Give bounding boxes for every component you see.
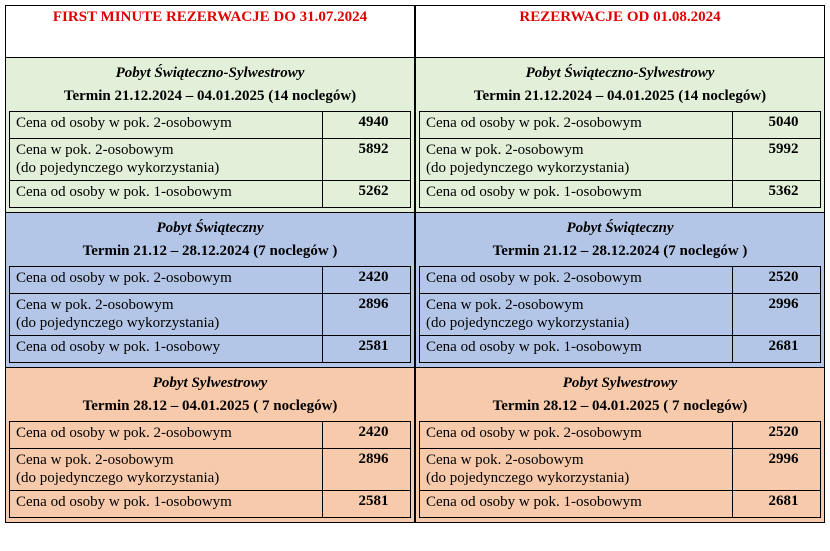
section-newyear [5, 367, 415, 523]
table-row [420, 294, 821, 336]
price-rows [419, 421, 821, 518]
section-term: Termin 21.12 – 28.12.2024 (7 noclegów ) [492, 243, 748, 259]
section-christmas [5, 212, 415, 367]
section-term: Termin 28.12 – 04.01.2025 ( 7 noclegów) [82, 398, 338, 414]
price-value: 2581 [323, 336, 411, 363]
section-term: Termin 28.12 – 04.01.2025 ( 7 noclegów) [492, 398, 748, 414]
table-row [10, 336, 411, 363]
price-value: 2681 [733, 336, 821, 363]
column-header: FIRST MINUTE REZERWACJE DO 31.07.2024 [5, 5, 415, 58]
table-row [420, 181, 821, 208]
price-value: 2896 [323, 294, 411, 336]
table-row [420, 422, 821, 449]
section-title: Pobyt Sylwestrowy [152, 375, 268, 391]
table-row [10, 294, 411, 336]
price-value: 2420 [323, 267, 411, 294]
section-term: Termin 21.12 – 28.12.2024 (7 noclegów ) [82, 243, 338, 259]
price-label [10, 294, 323, 336]
price-value: 5892 [323, 139, 411, 181]
price-label-line1: Cena w pok. 2-osobowym [16, 452, 174, 468]
table-row [10, 139, 411, 181]
price-label: Cena od osoby w pok. 2-osobowym [420, 112, 733, 139]
price-value: 2896 [323, 449, 411, 491]
price-table [5, 5, 825, 523]
price-label: Cena od osoby w pok. 1-osobowym [10, 491, 323, 518]
price-rows [9, 111, 411, 208]
price-value: 2996 [733, 294, 821, 336]
price-label: Cena od osoby w pok. 1-osobowym [420, 181, 733, 208]
price-label: Cena od osoby w pok. 1-osobowym [420, 336, 733, 363]
table-row [420, 139, 821, 181]
table-row [420, 336, 821, 363]
table-row [10, 449, 411, 491]
price-value: 2996 [733, 449, 821, 491]
section-newyear [416, 367, 825, 523]
section-title: Pobyt Świąteczno-Sylwestrowy [115, 65, 305, 81]
table-row [10, 267, 411, 294]
price-label-line2: (do pojedynczego wykorzystania) [16, 160, 220, 176]
section-christmas [416, 212, 825, 367]
price-value: 5362 [733, 181, 821, 208]
section-title: Pobyt Świąteczno-Sylwestrowy [525, 65, 715, 81]
price-label-line2: (do pojedynczego wykorzystania) [16, 470, 220, 486]
price-label: Cena od osoby w pok. 2-osobowym [10, 422, 323, 449]
price-value: 5040 [733, 112, 821, 139]
price-value: 2520 [733, 422, 821, 449]
table-row [420, 491, 821, 518]
price-label [420, 449, 733, 491]
price-rows [419, 111, 821, 208]
section-title: Pobyt Sylwestrowy [562, 375, 678, 391]
price-label-line2: (do pojedynczego wykorzystania) [426, 160, 630, 176]
table-row [420, 267, 821, 294]
price-label-line1: Cena w pok. 2-osobowym [16, 142, 174, 158]
price-value: 5262 [323, 181, 411, 208]
table-row [10, 491, 411, 518]
price-label [420, 294, 733, 336]
price-label [10, 139, 323, 181]
section-christmas-newyear [5, 58, 415, 212]
column-regular [415, 5, 825, 523]
price-label: Cena od osoby w pok. 1-osobowy [10, 336, 323, 363]
price-label: Cena od osoby w pok. 2-osobowym [420, 422, 733, 449]
section-title: Pobyt Świąteczny [566, 220, 674, 236]
price-value: 2681 [733, 491, 821, 518]
price-label-line2: (do pojedynczego wykorzystania) [426, 315, 630, 331]
table-row [420, 112, 821, 139]
price-value: 4940 [323, 112, 411, 139]
table-row [420, 449, 821, 491]
table-row [10, 422, 411, 449]
price-label: Cena od osoby w pok. 2-osobowym [10, 112, 323, 139]
table-row [10, 112, 411, 139]
column-first-minute [5, 5, 415, 523]
price-value: 2520 [733, 267, 821, 294]
price-label-line1: Cena w pok. 2-osobowym [16, 297, 174, 313]
price-rows [9, 266, 411, 363]
price-value: 2420 [323, 422, 411, 449]
price-label-line2: (do pojedynczego wykorzystania) [426, 470, 630, 486]
price-label: Cena od osoby w pok. 2-osobowym [420, 267, 733, 294]
price-value: 2581 [323, 491, 411, 518]
price-label-line1: Cena w pok. 2-osobowym [426, 297, 584, 313]
price-label [420, 139, 733, 181]
section-title: Pobyt Świąteczny [156, 220, 264, 236]
price-rows [9, 421, 411, 518]
section-term: Termin 21.12.2024 – 04.01.2025 (14 noclegów) [473, 88, 767, 104]
price-rows [419, 266, 821, 363]
price-label-line1: Cena w pok. 2-osobowym [426, 452, 584, 468]
column-header: REZERWACJE OD 01.08.2024 [416, 5, 825, 58]
price-label: Cena od osoby w pok. 1-osobowym [420, 491, 733, 518]
table-row [10, 181, 411, 208]
section-term: Termin 21.12.2024 – 04.01.2025 (14 noclegów) [63, 88, 357, 104]
section-christmas-newyear [416, 58, 825, 212]
price-label: Cena od osoby w pok. 2-osobowym [10, 267, 323, 294]
price-value: 5992 [733, 139, 821, 181]
price-label-line2: (do pojedynczego wykorzystania) [16, 315, 220, 331]
price-label [10, 449, 323, 491]
price-label: Cena od osoby w pok. 1-osobowym [10, 181, 323, 208]
price-label-line1: Cena w pok. 2-osobowym [426, 142, 584, 158]
